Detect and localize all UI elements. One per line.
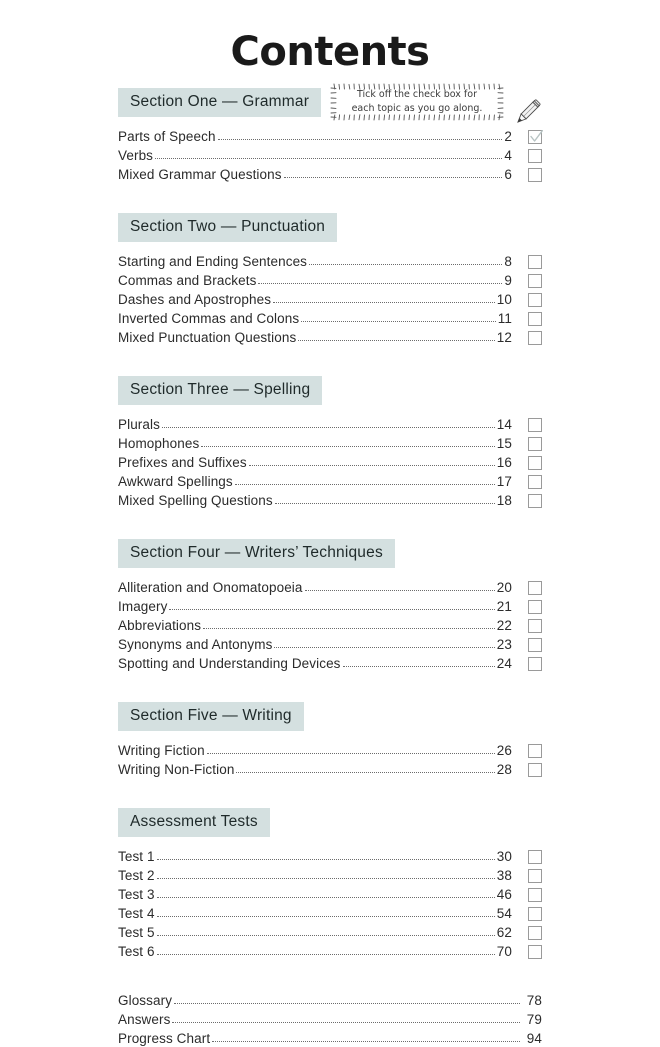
toc-entry-page-number: 79	[520, 1013, 542, 1029]
toc-entry-title: Writing Non-Fiction	[118, 763, 236, 779]
toc-entry-title: Synonyms and Antonyms	[118, 638, 274, 654]
toc-entry-answers[interactable]	[118, 1009, 542, 1028]
toc-entry-test-1[interactable]	[118, 846, 542, 865]
toc-checkbox-cell	[512, 926, 542, 941]
toc-entry-test-6[interactable]	[118, 941, 542, 960]
toc-checkbox-cell	[512, 888, 542, 903]
toc-checkbox-cell	[512, 657, 542, 672]
toc-entry-title: Test 1	[118, 850, 157, 866]
toc-checkbox-cell	[512, 475, 542, 490]
toc-leader-dots	[343, 665, 495, 667]
toc-leader-dots	[157, 953, 495, 955]
section-entry-list	[118, 414, 542, 509]
toc-entry-writing-fiction[interactable]	[118, 740, 542, 759]
section-entry-list	[118, 846, 542, 960]
topic-checkbox[interactable]	[528, 255, 542, 269]
toc-checkbox-cell	[512, 744, 542, 759]
toc-leader-dots	[207, 752, 495, 754]
section-spacer	[118, 778, 542, 808]
topic-checkbox[interactable]	[528, 494, 542, 508]
toc-entry-page-number: 21	[495, 600, 512, 616]
toc-checkbox-cell	[512, 945, 542, 960]
toc-leader-dots	[157, 858, 495, 860]
toc-entry-spotting-and-understanding-devices[interactable]	[118, 653, 542, 672]
toc-entry-mixed-spelling-questions[interactable]	[118, 490, 542, 509]
toc-entry-title: Spotting and Understanding Devices	[118, 657, 343, 673]
toc-entry-page-number: 23	[495, 638, 512, 654]
toc-entry-verbs[interactable]	[118, 145, 542, 164]
toc-entry-page-number: 9	[502, 274, 512, 290]
topic-checkbox[interactable]	[528, 312, 542, 326]
section-header-band: Section Three — Spelling	[118, 376, 322, 405]
toc-entry-page-number: 62	[495, 926, 512, 942]
topic-checkbox[interactable]	[528, 418, 542, 432]
toc-checkbox-cell	[512, 869, 542, 884]
toc-leader-dots	[298, 339, 494, 341]
toc-entry-alliteration-and-onomatopoeia[interactable]	[118, 577, 542, 596]
section-entry-list	[118, 740, 542, 778]
toc-leader-dots	[174, 1002, 520, 1004]
topic-checkbox[interactable]	[528, 744, 542, 758]
toc-entry-title: Inverted Commas and Colons	[118, 312, 301, 328]
topic-checkbox[interactable]	[528, 293, 542, 307]
toc-entry-page-number: 30	[495, 850, 512, 866]
toc-entry-starting-and-ending-sentences[interactable]	[118, 251, 542, 270]
toc-entry-test-3[interactable]	[118, 884, 542, 903]
toc-entry-title: Writing Fiction	[118, 744, 207, 760]
topic-checkbox[interactable]	[528, 168, 542, 182]
topic-checkbox[interactable]	[528, 437, 542, 451]
toc-entry-test-4[interactable]	[118, 903, 542, 922]
toc-entry-title: Test 4	[118, 907, 157, 923]
toc-entry-page-number: 78	[520, 994, 542, 1010]
toc-leader-dots	[258, 282, 502, 284]
section-spacer	[118, 346, 542, 376]
toc-checkbox-cell	[512, 600, 542, 615]
toc-entry-title: Imagery	[118, 600, 169, 616]
toc-entry-progress-chart[interactable]	[118, 1028, 542, 1047]
toc-leader-dots	[157, 896, 495, 898]
topic-checkbox[interactable]	[528, 926, 542, 940]
toc-entry-page-number: 20	[495, 581, 512, 597]
toc-leader-dots	[157, 915, 495, 917]
topic-checkbox[interactable]	[528, 475, 542, 489]
toc-entry-title: Commas and Brackets	[118, 274, 258, 290]
toc-leader-dots	[218, 138, 503, 140]
topic-checkbox[interactable]	[528, 945, 542, 959]
page-title: Contents	[0, 0, 660, 74]
toc-checkbox-cell	[512, 293, 542, 308]
toc-checkbox-cell	[512, 168, 542, 183]
toc-entry-page-number: 2	[502, 130, 512, 146]
toc-leader-dots	[169, 608, 494, 610]
toc-entry-synonyms-and-antonyms[interactable]	[118, 634, 542, 653]
toc-leader-dots	[203, 627, 495, 629]
toc-checkbox-cell	[512, 331, 542, 346]
toc-entry-prefixes-and-suffixes[interactable]	[118, 452, 542, 471]
toc-entry-page-number: 16	[495, 456, 512, 472]
toc-entry-page-number: 54	[495, 907, 512, 923]
toc-entry-page-number: 14	[495, 418, 512, 434]
toc-entry-title: Plurals	[118, 418, 162, 434]
toc-leader-dots	[309, 263, 502, 265]
toc-entry-page-number: 24	[495, 657, 512, 673]
topic-checkbox[interactable]	[528, 456, 542, 470]
toc-entry-title: Homophones	[118, 437, 201, 453]
toc-checkbox-cell	[512, 763, 542, 778]
toc-entry-inverted-commas-and-colons[interactable]	[118, 308, 542, 327]
toc-entry-glossary[interactable]	[118, 990, 542, 1009]
toc-leader-dots	[172, 1021, 520, 1023]
section-header-band: Section Four — Writers’ Techniques	[118, 539, 395, 568]
toc-checkbox-cell	[512, 149, 542, 164]
toc-entry-title: Abbreviations	[118, 619, 203, 635]
topic-checkbox[interactable]	[528, 600, 542, 614]
toc-leader-dots	[301, 320, 496, 322]
toc-leader-dots	[275, 502, 495, 504]
toc-entry-title: Starting and Ending Sentences	[118, 255, 309, 271]
toc-entry-page-number: 17	[495, 475, 512, 491]
toc-entry-page-number: 6	[502, 168, 512, 184]
toc-entry-page-number: 46	[495, 888, 512, 904]
toc-entry-test-5[interactable]	[118, 922, 542, 941]
toc-entry-mixed-punctuation-questions[interactable]	[118, 327, 542, 346]
toc-checkbox-cell	[512, 850, 542, 865]
toc-entry-title: Dashes and Apostrophes	[118, 293, 273, 309]
toc-entry-title: Mixed Spelling Questions	[118, 494, 275, 510]
toc-entry-title: Test 3	[118, 888, 157, 904]
toc-entry-homophones[interactable]	[118, 433, 542, 452]
topic-checkbox[interactable]	[528, 149, 542, 163]
section-spacer	[118, 509, 542, 539]
toc-entry-title: Test 2	[118, 869, 157, 885]
toc-leader-dots	[212, 1040, 520, 1042]
toc-entry-test-2[interactable]	[118, 865, 542, 884]
topic-checkbox[interactable]	[528, 869, 542, 883]
section-section-four-writers-techniques	[118, 539, 542, 672]
toc-entry-title: Mixed Grammar Questions	[118, 168, 284, 184]
toc-leader-dots	[273, 301, 495, 303]
toc-entry-title: Mixed Punctuation Questions	[118, 331, 298, 347]
topic-checkbox[interactable]	[528, 581, 542, 595]
topic-checkbox[interactable]	[528, 619, 542, 633]
toc-entry-page-number: 12	[495, 331, 512, 347]
toc-entry-page-number: 70	[495, 945, 512, 961]
note-line-1: Tick off the check box for	[357, 88, 477, 102]
toc-entry-title: Glossary	[118, 994, 174, 1010]
toc-checkbox-cell	[512, 619, 542, 634]
toc-entry-title: Parts of Speech	[118, 130, 218, 146]
toc-checkbox-cell	[512, 456, 542, 471]
table-of-contents	[118, 88, 542, 1047]
toc-leader-dots	[155, 157, 502, 159]
toc-checkbox-cell	[512, 581, 542, 596]
toc-entry-title: Answers	[118, 1013, 172, 1029]
toc-entry-page-number: 15	[495, 437, 512, 453]
section-section-three-spelling	[118, 376, 542, 509]
toc-checkbox-cell	[512, 638, 542, 653]
toc-leader-dots	[201, 445, 494, 447]
topic-checkbox[interactable]	[528, 850, 542, 864]
section-spacer	[118, 672, 542, 702]
toc-entry-title: Awkward Spellings	[118, 475, 235, 491]
toc-checkbox-cell	[512, 255, 542, 270]
section-entry-list	[118, 251, 542, 346]
toc-entry-awkward-spellings[interactable]	[118, 471, 542, 490]
pencil-icon	[506, 96, 544, 134]
toc-entry-page-number: 28	[495, 763, 512, 779]
section-section-two-punctuation	[118, 213, 542, 346]
toc-entry-page-number: 18	[495, 494, 512, 510]
toc-checkbox-cell	[512, 418, 542, 433]
section-entry-list	[118, 577, 542, 672]
section-header-band: Section One — Grammar	[118, 88, 321, 117]
toc-leader-dots	[235, 483, 495, 485]
toc-entry-page-number: 94	[520, 1032, 542, 1047]
toc-entry-title: Test 5	[118, 926, 157, 942]
topic-checkbox[interactable]	[528, 638, 542, 652]
toc-leader-dots	[284, 176, 503, 178]
toc-entry-mixed-grammar-questions[interactable]	[118, 164, 542, 183]
toc-entry-title: Progress Chart	[118, 1032, 212, 1047]
section-header-band: Section Five — Writing	[118, 702, 304, 731]
toc-entry-page-number: 22	[495, 619, 512, 635]
toc-entry-page-number: 4	[502, 149, 512, 165]
toc-entry-writing-non-fiction[interactable]	[118, 759, 542, 778]
toc-entry-abbreviations[interactable]	[118, 615, 542, 634]
toc-leader-dots	[157, 877, 495, 879]
toc-leader-dots	[162, 426, 495, 428]
topic-checkbox[interactable]	[528, 763, 542, 777]
toc-entry-title: Prefixes and Suffixes	[118, 456, 249, 472]
toc-checkbox-cell	[512, 494, 542, 509]
toc-entry-title: Verbs	[118, 149, 155, 165]
section-entry-list	[118, 126, 542, 183]
section-spacer	[118, 183, 542, 213]
topic-checkbox[interactable]	[528, 657, 542, 671]
toc-entry-title: Alliteration and Onomatopoeia	[118, 581, 305, 597]
section-header-band: Section Two — Punctuation	[118, 213, 337, 242]
topic-checkbox[interactable]	[528, 331, 542, 345]
toc-leader-dots	[305, 589, 495, 591]
tail-spacer	[118, 960, 542, 990]
topic-checkbox[interactable]	[528, 274, 542, 288]
toc-checkbox-cell	[512, 274, 542, 289]
toc-entry-imagery[interactable]	[118, 596, 542, 615]
toc-entry-commas-and-brackets[interactable]	[118, 270, 542, 289]
toc-checkbox-cell	[512, 437, 542, 452]
toc-leader-dots	[249, 464, 495, 466]
toc-leader-dots	[157, 934, 495, 936]
section-section-five-writing	[118, 702, 542, 778]
toc-leader-dots	[274, 646, 494, 648]
topic-checkbox[interactable]	[528, 907, 542, 921]
toc-entry-page-number: 38	[495, 869, 512, 885]
section-assessment-tests	[118, 808, 542, 960]
tick-instruction-note	[330, 83, 504, 121]
note-line-2: each topic as you go along.	[352, 102, 483, 116]
toc-entry-title: Test 6	[118, 945, 157, 961]
toc-checkbox-cell	[512, 907, 542, 922]
toc-entry-plurals[interactable]	[118, 414, 542, 433]
toc-entry-page-number: 8	[502, 255, 512, 271]
toc-entry-page-number: 10	[495, 293, 512, 309]
toc-entry-page-number: 11	[496, 312, 512, 328]
toc-leader-dots	[236, 771, 494, 773]
toc-entry-parts-of-speech[interactable]	[118, 126, 542, 145]
toc-checkbox-cell	[512, 312, 542, 327]
back-matter-list	[118, 990, 542, 1047]
toc-entry-page-number: 26	[495, 744, 512, 760]
toc-entry-dashes-and-apostrophes[interactable]	[118, 289, 542, 308]
section-header-band: Assessment Tests	[118, 808, 270, 837]
